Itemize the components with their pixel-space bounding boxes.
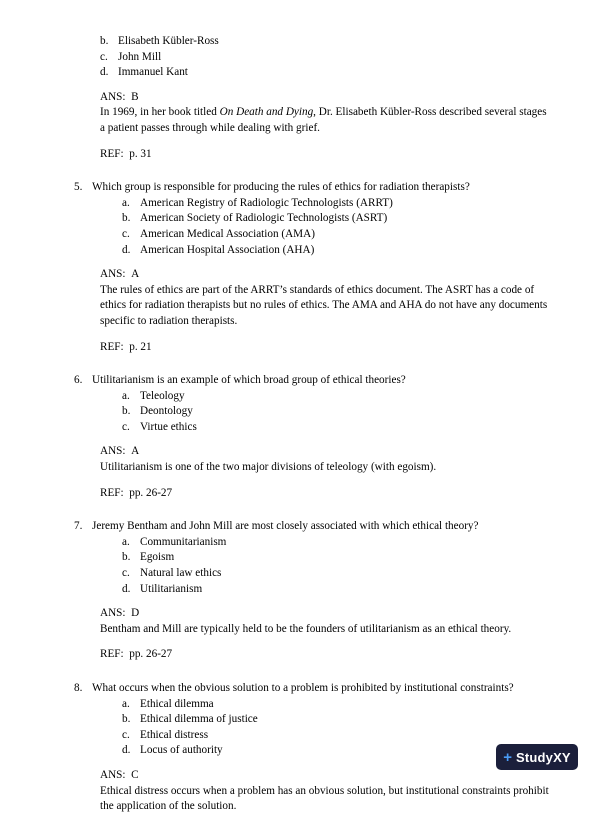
question-number: 6. bbox=[74, 374, 83, 387]
option-letter: a. bbox=[122, 697, 130, 710]
option-text: Elisabeth Kübler-Ross bbox=[118, 35, 219, 47]
option-text: Teleology bbox=[140, 389, 185, 402]
reference-label: REF: bbox=[100, 648, 124, 661]
option-text: American Society of Radiologic Technologists (ASRT) bbox=[140, 212, 388, 225]
option-letter: b. bbox=[122, 405, 131, 418]
option-letter: b. bbox=[122, 212, 131, 225]
list-item bbox=[122, 211, 554, 227]
question-number: 5. bbox=[74, 181, 83, 194]
answer-value: C bbox=[131, 768, 139, 781]
list-item bbox=[100, 50, 554, 66]
option-text: Ethical dilemma bbox=[140, 697, 214, 710]
option-letter: b. bbox=[122, 551, 131, 564]
option-text: American Hospital Association (AHA) bbox=[140, 243, 315, 256]
reference-line bbox=[100, 486, 554, 502]
option-text: Deontology bbox=[140, 405, 193, 418]
reference-value: p. 21 bbox=[129, 340, 152, 353]
question-number: 7. bbox=[74, 520, 83, 533]
answer-label: ANS: bbox=[100, 268, 126, 281]
answer-label: ANS: bbox=[100, 768, 126, 781]
options-list bbox=[122, 196, 554, 258]
answer-label: ANS: bbox=[100, 607, 126, 620]
rationale-italic-title: On Death and Dying bbox=[219, 106, 314, 119]
option-letter: a. bbox=[122, 389, 130, 402]
question-text: What occurs when the obvious solution to a problem is prohibited by institutional constraints? bbox=[92, 682, 514, 694]
rationale-text: Utilitarianism is one of the two major divisions of teleology (with egoism). bbox=[100, 461, 437, 474]
option-text: Communitarianism bbox=[140, 535, 227, 548]
option-letter: d. bbox=[100, 66, 109, 79]
reference-label: REF: bbox=[100, 147, 124, 160]
list-item bbox=[122, 582, 554, 598]
question-text: Which group is responsible for producing the rules of ethics for radiation therapists? bbox=[92, 181, 470, 194]
option-letter: d. bbox=[122, 243, 131, 256]
option-text: Locus of authority bbox=[140, 744, 223, 757]
question-heading bbox=[70, 681, 554, 697]
question-heading bbox=[70, 180, 554, 196]
answer-value: A bbox=[131, 445, 140, 458]
list-item bbox=[122, 389, 554, 405]
option-letter: c. bbox=[122, 728, 130, 741]
option-text: Egoism bbox=[140, 551, 175, 564]
answer-label: ANS: bbox=[100, 445, 126, 458]
option-letter: a. bbox=[122, 196, 130, 209]
reference-line bbox=[100, 647, 554, 663]
list-item bbox=[122, 196, 554, 212]
question-heading bbox=[70, 519, 554, 535]
list-item bbox=[122, 697, 554, 713]
option-text: Ethical dilemma of justice bbox=[140, 713, 258, 726]
option-letter: c. bbox=[122, 227, 130, 240]
rationale-text: Bentham and Mill are typically held to be the founders of utilitarianism as an ethical theory. bbox=[100, 622, 512, 635]
rationale-text: The rules of ethics are part of the ARRT’s standards of ethics document. The ASRT has a code of ethics for radiation therapists but no rules of ethics. The AMA and AHA do not have any documents specific to radiation therapists. bbox=[100, 283, 548, 327]
answer-line bbox=[100, 606, 554, 622]
list-item bbox=[122, 404, 554, 420]
answer-line bbox=[100, 444, 554, 460]
option-text: Ethical distress bbox=[140, 728, 209, 741]
reference-value: p. 31 bbox=[129, 147, 152, 160]
options-list bbox=[122, 697, 554, 759]
option-letter: a. bbox=[122, 535, 130, 548]
reference-value: pp. 26-27 bbox=[129, 648, 173, 661]
list-item bbox=[122, 550, 554, 566]
list-item bbox=[122, 243, 554, 259]
option-text: John Mill bbox=[118, 50, 162, 63]
reference-line bbox=[100, 340, 554, 356]
question-text: Jeremy Bentham and John Mill are most closely associated with which ethical theory? bbox=[92, 520, 479, 533]
option-letter: b. bbox=[122, 713, 131, 726]
answer-line bbox=[100, 90, 554, 106]
option-letter: b. bbox=[100, 35, 109, 47]
rationale-text: Ethical distress occurs when a problem has an obvious solution, but institutional constraints prohibit the application of the solution. bbox=[100, 784, 549, 813]
option-text: Natural law ethics bbox=[140, 567, 222, 580]
continued-options-list bbox=[100, 34, 554, 81]
question-text: Utilitarianism is an example of which broad group of ethical theories? bbox=[92, 374, 406, 387]
answer-value: A bbox=[131, 268, 140, 281]
rationale-text bbox=[100, 105, 554, 136]
option-letter: d. bbox=[122, 582, 131, 595]
list-item bbox=[122, 535, 554, 551]
option-text: Utilitarianism bbox=[140, 582, 203, 595]
answer-line bbox=[100, 768, 554, 784]
list-item bbox=[122, 420, 554, 436]
option-letter: c. bbox=[122, 567, 130, 580]
option-text: American Medical Association (AMA) bbox=[140, 227, 315, 240]
answer-value: D bbox=[131, 607, 140, 620]
options-list bbox=[122, 389, 554, 436]
list-item bbox=[122, 743, 554, 759]
options-list bbox=[122, 535, 554, 597]
question-number: 8. bbox=[74, 682, 83, 694]
list-item bbox=[122, 728, 554, 744]
answer-value: B bbox=[131, 90, 139, 103]
reference-label: REF: bbox=[100, 486, 124, 499]
rationale-pre: In 1969, in her book titled bbox=[100, 106, 220, 119]
list-item bbox=[122, 227, 554, 243]
option-letter: c. bbox=[100, 50, 108, 63]
reference-value: pp. 26-27 bbox=[129, 486, 173, 499]
question-block bbox=[70, 180, 554, 355]
list-item bbox=[122, 566, 554, 582]
answer-line bbox=[100, 267, 554, 283]
question-heading bbox=[70, 373, 554, 389]
reference-line bbox=[100, 147, 554, 163]
question-block bbox=[70, 519, 554, 663]
option-text: American Registry of Radiologic Technologists (ARRT) bbox=[140, 196, 393, 209]
studyxy-watermark bbox=[496, 744, 578, 770]
option-text: Immanuel Kant bbox=[118, 66, 188, 79]
option-letter: c. bbox=[122, 420, 130, 433]
option-text: Virtue ethics bbox=[140, 420, 197, 433]
rationale-post: , Dr. Elisabeth Kübler-Ross described several stages a patient passes through while dealing with grief. bbox=[100, 106, 547, 134]
reference-label: REF: bbox=[100, 340, 124, 353]
option-letter: d. bbox=[122, 744, 131, 757]
question-block bbox=[70, 373, 554, 501]
plus-icon: + bbox=[503, 748, 512, 766]
list-item bbox=[100, 65, 554, 81]
question-block bbox=[70, 681, 554, 815]
answer-label: ANS: bbox=[100, 90, 126, 103]
watermark-label: StudyXY bbox=[515, 749, 571, 765]
list-item bbox=[122, 712, 554, 728]
list-item bbox=[100, 34, 554, 50]
